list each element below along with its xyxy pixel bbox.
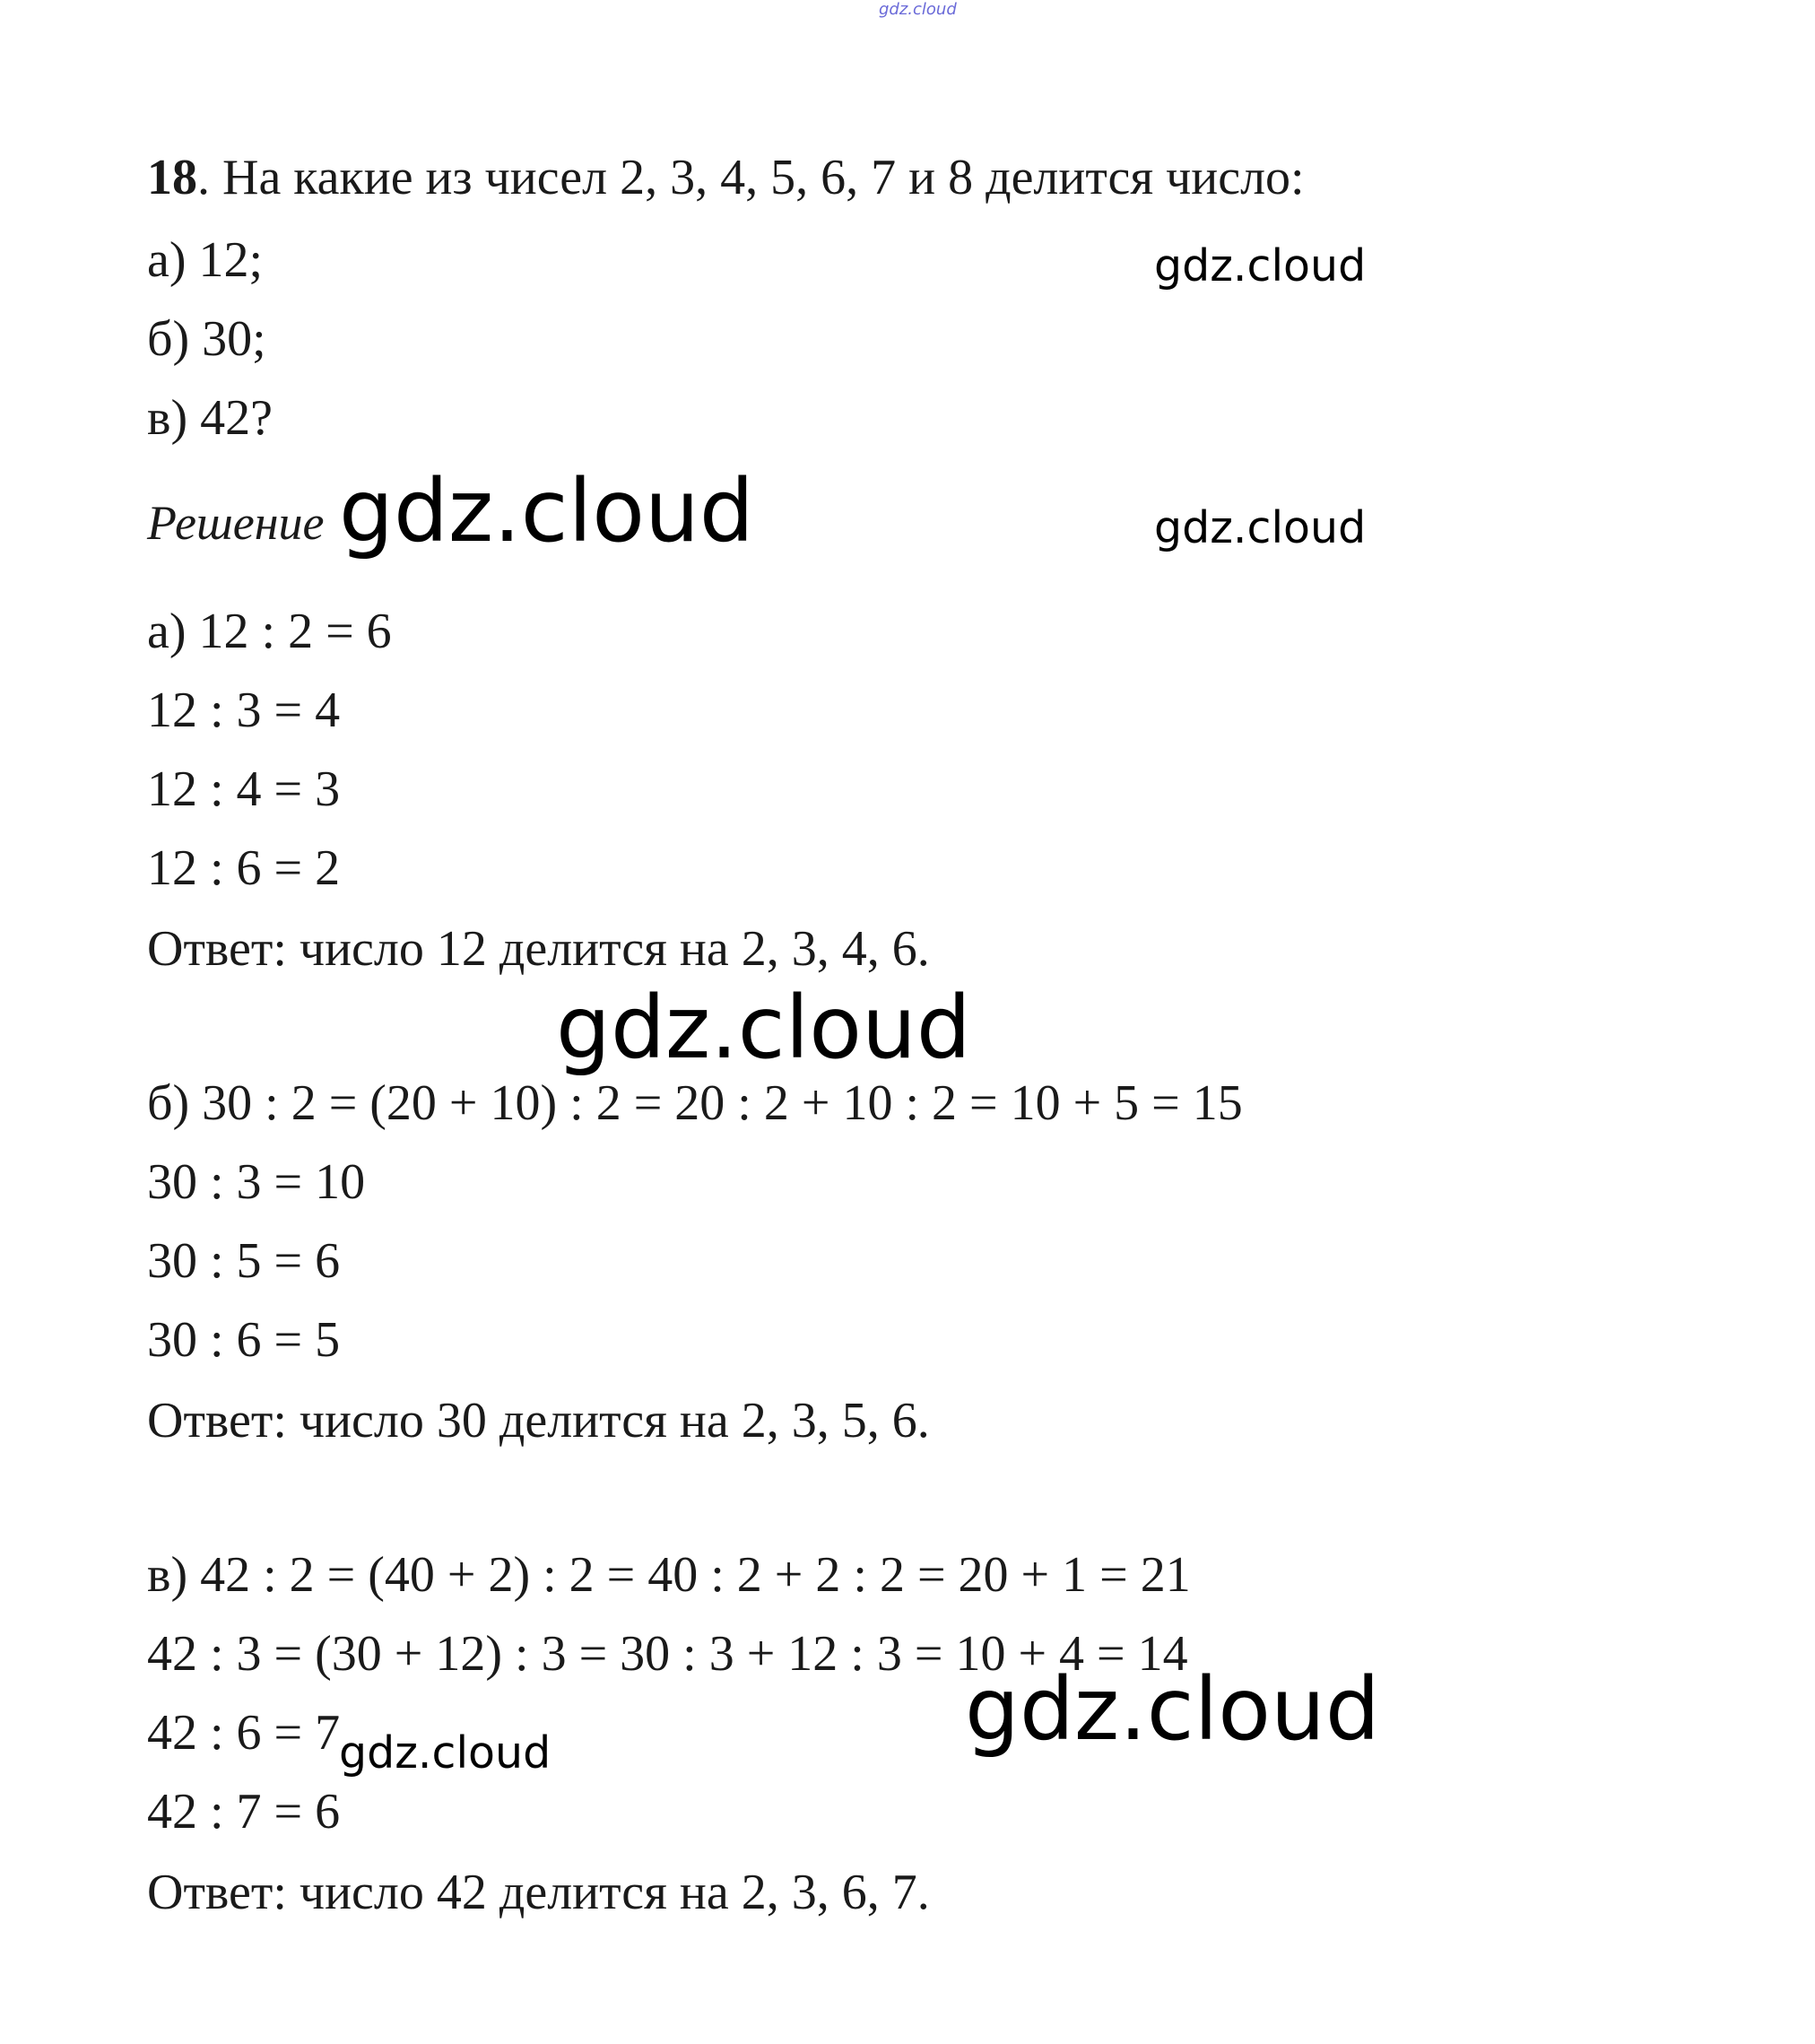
task-item-a: а) 12; [147,232,264,288]
watermark-3: gdz.cloud [1154,502,1367,553]
part-c-answer: Ответ: число 42 делится на 2, 3, 6, 7. [147,1865,930,1920]
part-b-answer: Ответ: число 30 делится на 2, 3, 5, 6. [147,1393,930,1448]
watermark-1: gdz.cloud [1154,240,1367,291]
watermark-2: gdz.cloud [339,461,754,561]
watermark-6: gdz.cloud [339,1727,551,1779]
part-b-line-3: 30 : 5 = 6 [147,1233,341,1289]
task-statement [147,152,1305,203]
part-c-line-3: 42 : 6 = 7 [147,1705,341,1761]
task-number: 18 [147,150,197,205]
part-c-line-2: 42 : 3 = (30 + 12) : 3 = 30 : 3 + 12 : 3 = 10 + 4 = 14 [147,1626,1188,1682]
watermark-top: gdz.cloud [879,0,957,19]
part-c-line-1: в) 42 : 2 = (40 + 2) : 2 = 40 : 2 + 2 : 2 = 20 + 1 = 21 [147,1547,1191,1603]
part-a-answer: Ответ: число 12 делится на 2, 3, 4, 6. [147,921,930,977]
part-c-line-4: 42 : 7 = 6 [147,1784,341,1840]
solution-heading: Решение [147,496,325,550]
task-item-c: в) 42? [147,390,273,446]
part-b-line-1: б) 30 : 2 = (20 + 10) : 2 = 20 : 2 + 10 : 2 = 10 + 5 = 15 [147,1075,1243,1131]
watermark-4: gdz.cloud [556,978,971,1078]
part-b-line-2: 30 : 3 = 10 [147,1154,366,1210]
part-a-line-3: 12 : 4 = 3 [147,761,341,817]
watermark-5: gdz.cloud [965,1659,1380,1760]
task-text: . На какие из чисел 2, 3, 4, 5, 6, 7 и 8 делится число: [197,150,1305,205]
task-item-b: б) 30; [147,311,266,367]
part-a-line-4: 12 : 6 = 2 [147,840,341,896]
part-a-line-1: а) 12 : 2 = 6 [147,604,392,659]
part-a-line-2: 12 : 3 = 4 [147,683,341,738]
part-b-line-4: 30 : 6 = 5 [147,1312,341,1368]
